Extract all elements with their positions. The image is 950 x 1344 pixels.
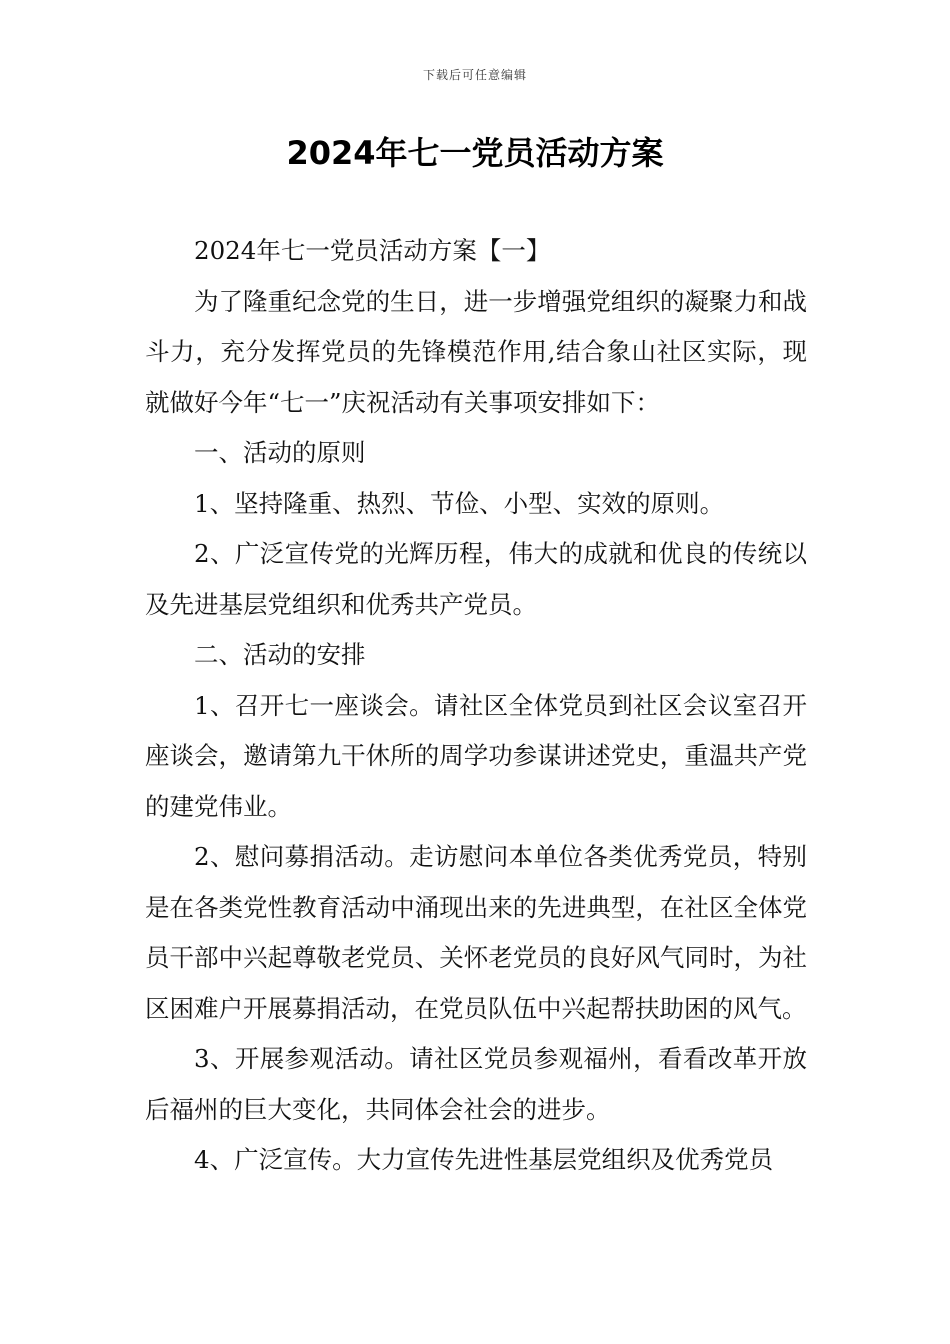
section-heading: 2024年七一党员活动方案【一】 (194, 236, 551, 265)
document-body (145, 226, 807, 1186)
arrangement-item: 1、召开七一座谈会。请社区全体党员到社区会议室召开座谈会，邀请第九干休所的周学功参谋讲述党史，重温共产党的建党伟业。 (145, 690, 807, 821)
document-title: 2024年七一党员活动方案 (286, 134, 664, 172)
arrangement-item: 4、广泛宣传。大力宣传先进性基层党组织及优秀党员 (194, 1145, 774, 1174)
principle-item: 1、坚持隆重、热烈、节俭、小型、实效的原则。 (194, 488, 725, 518)
arrangements-heading: 二、活动的安排 (194, 640, 366, 669)
arrangement-item: 3、开展参观活动。请社区党员参观福州，看看改革开放后福州的巨大变化，共同体会社会的进步。 (145, 1044, 807, 1124)
arrangement-item: 2、慰问募捐活动。走访慰问本单位各类优秀党员，特别是在各类党性教育活动中涌现出来的先进典型，在社区全体党员干部中兴起尊敬老党员、关怀老党员的良好风气同时，为社区困难户开展募捐活动，在党员队伍中兴起帮扶助困的风气。 (145, 842, 807, 1023)
principle-item: 2、广泛宣传党的光辉历程，伟大的成就和优良的传统以及先进基层党组织和优秀共产党员。 (145, 539, 807, 619)
principles-heading: 一、活动的原则 (194, 438, 366, 467)
intro-paragraph: 为了隆重纪念党的生日，进一步增强党组织的凝聚力和战斗力，充分发挥党员的先锋模范作用,结合象山社区实际，现就做好今年“七一”庆祝活动有关事项安排如下： (145, 286, 807, 417)
header-note: 下载后可任意编辑 (422, 68, 527, 82)
